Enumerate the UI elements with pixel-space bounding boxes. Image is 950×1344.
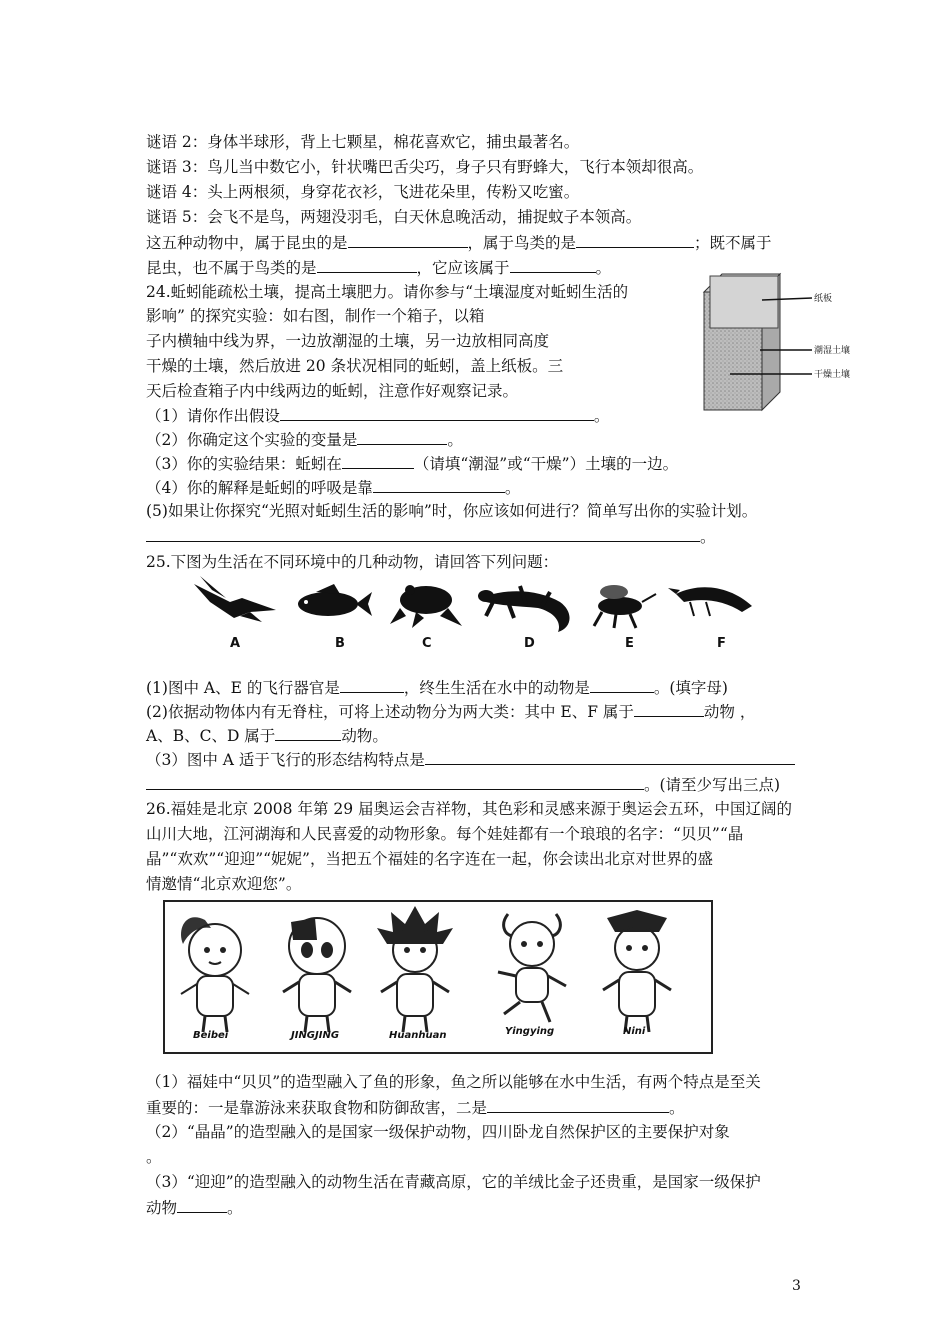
lizard-image bbox=[478, 586, 570, 632]
label-board: 纸板 bbox=[814, 294, 833, 304]
label-d: D bbox=[524, 636, 535, 651]
result-blank[interactable] bbox=[342, 452, 414, 469]
q26-intro-1: 26.福娃是北京 2008 年第 29 届奥运会吉祥物，其色彩和灵感来源于奥运会五环，中国辽阔的 bbox=[146, 800, 793, 818]
mascot-huanhuan-image bbox=[377, 906, 453, 1032]
mascot-name-yingying: Yingying bbox=[505, 1026, 555, 1037]
mascot-name-nini: Nini bbox=[623, 1026, 646, 1037]
q24-intro-5: 天后检查箱子内中线两边的蚯蚓，注意作好观察记录。 bbox=[146, 382, 519, 400]
q25-part3-cont: 。(请至少写出三点) bbox=[146, 773, 780, 796]
q24-part3: （3）你的实验结果：蚯蚓在 （请填“潮湿”或“干燥”）土壤的一边。 bbox=[146, 452, 678, 475]
flight-features-blank-2[interactable] bbox=[146, 773, 644, 790]
q26-part1: （1）福娃中“贝贝”的造型融入了鱼的形象，鱼之所以能够在水中生活，有两个特点是至关 bbox=[146, 1073, 761, 1091]
earthworm-box-figure bbox=[700, 270, 860, 416]
mascot-name-huanhuan: Huanhuan bbox=[389, 1030, 447, 1041]
mascot-name-beibei: Beibei bbox=[193, 1030, 229, 1041]
q24-part2: （2）你确定这个实验的变量是 。 bbox=[146, 428, 463, 451]
animals-figure bbox=[190, 572, 760, 656]
riddle-2: 谜语 2：身体半球形，背上七颗星，棉花喜欢它，捕虫最著名。 bbox=[146, 133, 580, 151]
riddle-4: 谜语 4：头上两根须，身穿花衣衫，飞进花朵里，传粉又吃蜜。 bbox=[146, 183, 580, 201]
animal-label-row bbox=[190, 636, 760, 654]
shrimp-image bbox=[668, 587, 752, 616]
q26-part3-cont: 动物 。 bbox=[146, 1196, 243, 1219]
variable-blank[interactable] bbox=[357, 428, 447, 445]
riddle-question-line1: 这五种动物中，属于昆虫的是 ，属于鸟类的是 ；既不属于 bbox=[146, 231, 772, 254]
q26-part3: （3）“迎迎”的造型融入的动物生活在青藏高原，它的羊绒比金子还贵重，是国家一级保护 bbox=[146, 1173, 761, 1191]
insect-image bbox=[594, 585, 656, 628]
label-a: A bbox=[230, 636, 241, 651]
q26-intro-2: 山川大地，江河湖海和人民喜爱的动物形象。每个娃娃都有一个琅琅的名字：“贝贝”“晶 bbox=[146, 825, 744, 843]
q25-part1: (1)图中 A、E 的飞行器官是 ，终生生活在水中的动物是 。(填字母) bbox=[146, 676, 728, 699]
q26-intro-4: 情邀情“北京欢迎您”。 bbox=[146, 875, 302, 893]
label-c: C bbox=[422, 636, 432, 651]
page-number: 3 bbox=[792, 1278, 801, 1294]
label-f: F bbox=[717, 636, 726, 651]
mascot-beibei-image bbox=[181, 917, 249, 1032]
mascot-jingjing-image bbox=[283, 918, 351, 1032]
swallow-image bbox=[194, 576, 276, 622]
answer-blank-birds[interactable] bbox=[576, 231, 694, 248]
q25-part2-cont: A、B、C、D 属于 动物。 bbox=[146, 724, 388, 747]
hypothesis-blank[interactable] bbox=[280, 404, 594, 421]
q24-intro-2: 影响” 的探究实验：如右图，制作一个箱子，以箱 bbox=[146, 307, 485, 325]
riddle-question-line2: 昆虫，也不属于鸟类的是 ，它应该属于 。 bbox=[146, 256, 611, 279]
label-wet-soil: 潮湿土壤 bbox=[814, 346, 851, 356]
riddle-5: 谜语 5：会飞不是鸟，两翅没羽毛，白天休息晚活动，捕捉蚊子本领高。 bbox=[146, 208, 642, 226]
q24-part1: （1）请你作出假设 。 bbox=[146, 404, 609, 427]
vertebrate-blank[interactable] bbox=[275, 724, 341, 741]
q25-part2: (2)依据动物体内有无脊柱，可将上述动物分为两大类：其中 E、F 属于 动物 ， bbox=[146, 700, 755, 723]
fish-image bbox=[298, 584, 372, 616]
q26-part2: （2）“晶晶”的造型融入的是国家一级保护动物，四川卧龙自然保护区的主要保护对象 bbox=[146, 1123, 730, 1141]
invertebrate-blank[interactable] bbox=[634, 700, 704, 717]
answer-blank-belongs[interactable] bbox=[510, 256, 596, 273]
frog-image bbox=[390, 585, 462, 628]
mascot-name-jingjing: JINGJING bbox=[291, 1030, 340, 1041]
label-b: B bbox=[335, 636, 345, 651]
q25-part3: （3）图中 A 适于飞行的形态结构特点是 bbox=[146, 748, 795, 771]
q24-intro-3: 子内横轴中线为界，一边放潮湿的土壤，另一边放相同高度 bbox=[146, 332, 550, 350]
q24-part4: （4）你的解释是蚯蚓的呼吸是靠 。 bbox=[146, 476, 520, 499]
mascot-nini-image bbox=[603, 910, 671, 1032]
flight-features-blank[interactable] bbox=[425, 748, 795, 765]
flight-organ-blank[interactable] bbox=[340, 676, 404, 693]
label-e: E bbox=[625, 636, 634, 651]
q24-part5-answer: 。 bbox=[146, 525, 716, 548]
answer-blank-neither[interactable] bbox=[317, 256, 417, 273]
explanation-blank[interactable] bbox=[373, 476, 505, 493]
q25-intro: 25.下图为生活在不同环境中的几种动物，请回答下列问题： bbox=[146, 553, 559, 571]
fuwa-mascots-figure bbox=[163, 900, 713, 1054]
q24-part5: (5)如果让你探究“光照对蚯蚓生活的影响”时，你应该如何进行？简单写出你的实验计划。 bbox=[146, 502, 758, 520]
riddle-3: 谜语 3：鸟儿当中数它小，针状嘴巴舌尖巧，身子只有野蜂大，飞行本领却很高。 bbox=[146, 158, 704, 176]
mascot-yingying-image bbox=[498, 914, 566, 1022]
aquatic-animal-blank[interactable] bbox=[590, 676, 654, 693]
q26-intro-3: 晶”“欢欢”“迎迎”“妮妮”，当把五个福娃的名字连在一起，你会读出北京对世界的盛 bbox=[146, 850, 713, 868]
q24-intro-4: 干燥的土壤，然后放进 20 条状况相同的蚯蚓，盖上纸板。三 bbox=[146, 357, 564, 375]
q26-part1-cont: 重要的：一是靠游泳来获取食物和防御敌害，二是 。 bbox=[146, 1096, 685, 1119]
label-dry-soil: 干燥土壤 bbox=[814, 370, 851, 380]
q24-intro-1: 24.蚯蚓能疏松土壤，提高土壤肥力。请你参与“土壤湿度对蚯蚓生活的 bbox=[146, 283, 629, 301]
tibetan-animal-blank[interactable] bbox=[177, 1196, 227, 1213]
fish-feature-blank[interactable] bbox=[487, 1096, 669, 1113]
answer-blank-insects[interactable] bbox=[348, 231, 468, 248]
q26-part2-cont: 。 bbox=[146, 1148, 162, 1166]
plan-blank[interactable] bbox=[146, 525, 700, 542]
